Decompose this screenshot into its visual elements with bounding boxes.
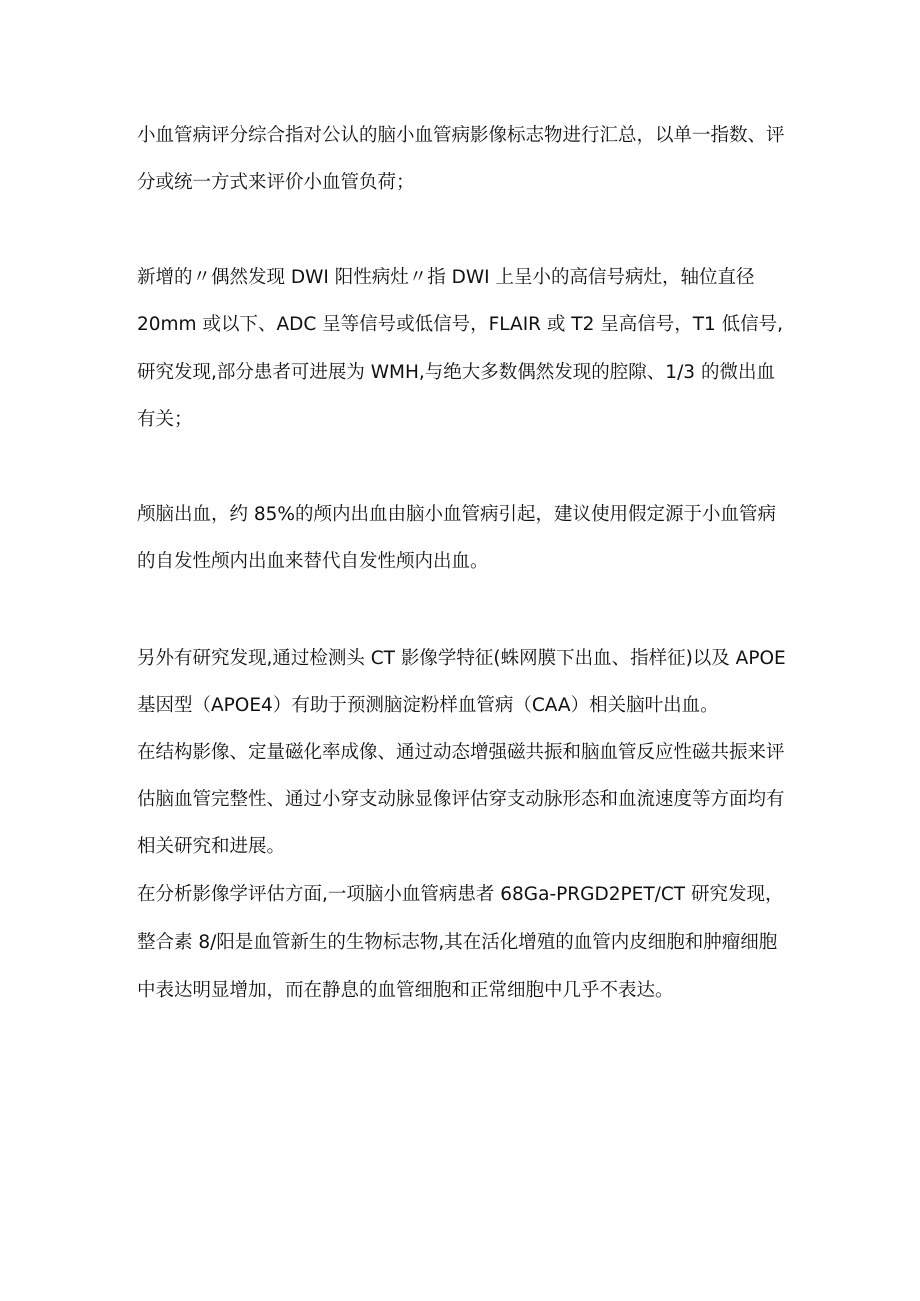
paragraph-5-line-1: 在结构影像、定量磁化率成像、通过动态增强磁共振和脑血管反应性磁共振来评 (137, 742, 785, 763)
paragraph-5-line-2: 估脑血管完整性、通过小穿支动脉显像评估穿支动脉形态和血流速度等方面均有 (137, 789, 785, 810)
paragraph-3-line-2: 的自发性颅内出血来替代自发性颅内出血。 (137, 551, 489, 572)
paragraph-6-line-1: 在分析影像学评估方面,一项脑小血管病患者 68Ga-PRGD2PET/CT 研究发现， (137, 884, 784, 905)
paragraph-1-line-2: 分或统一方式来评价小血管负荷； (137, 172, 415, 193)
paragraph-6-line-3: 中表达明显增加，而在静息的血管细胞和正常细胞中几乎不表达。 (137, 980, 674, 1001)
paragraph-1-line-1: 小血管病评分综合指对公认的脑小血管病影像标志物进行汇总，以单一指数、评 (137, 125, 785, 146)
paragraph-2-line-4: 有关； (137, 409, 193, 430)
paragraph-5-line-3: 相关研究和进展。 (137, 836, 286, 857)
paragraph-2-line-2: 20mm 或以下、ADC 呈等信号或低信号，FLAIR 或 T2 呈高信号，T1 低信号, (137, 314, 784, 335)
paragraph-4-line-2: 基因型（APOE4）有助于预测脑淀粉样血管病（CAA）相关脑叶出血。 (137, 695, 719, 716)
paragraph-3-line-1: 颅脑出血，约 85%的颅内出血由脑小血管病引起，建议使用假定源于小血管病 (137, 504, 777, 525)
paragraph-4-line-1: 另外有研究发现,通过检测头 CT 影像学特征(蛛网膜下出血、指样征)以及 APOE (137, 648, 786, 669)
paragraph-6-line-2: 整合素 8/阳是血管新生的生物标志物,其在活化增殖的血管内皮细胞和肿瘤细胞 (137, 932, 778, 953)
paragraph-2-line-3: 研究发现,部分患者可进展为 WMH,与绝大多数偶然发现的腔隙、1/3 的微出血 (137, 362, 775, 383)
paragraph-2-line-1: 新增的〃偶然发现 DWI 阳性病灶〃指 DWI 上呈小的高信号病灶，轴位直径 (137, 267, 755, 288)
